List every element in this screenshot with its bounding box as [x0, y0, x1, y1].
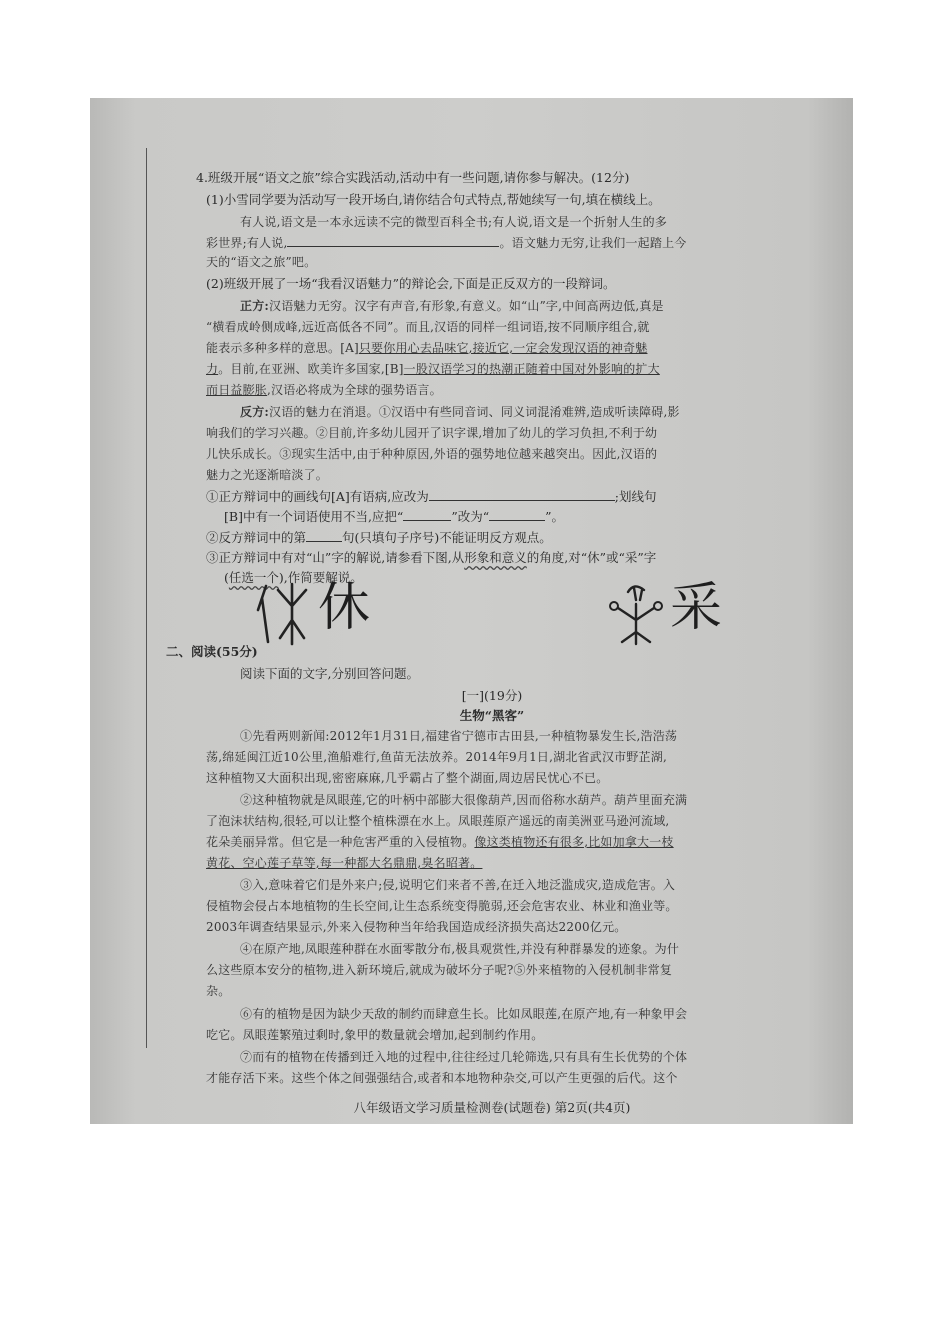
zheng-line5	[206, 382, 442, 398]
fan-line3: 儿快乐成长。③现实生活中,由于种种原因,外语的强势地位越来越突出。因此,汉语的	[206, 447, 658, 461]
fan-text1: 汉语的魅力在消退。①汉语中有些同音词、同义词混淆难辨,造成听读障碍,影	[269, 405, 680, 419]
question-a-line2	[224, 508, 564, 525]
reading-instruction: 阅读下面的文字,分别回答问题。	[240, 666, 419, 681]
question-c-start: ③正方辩词中有对“山”字的解说,请参看下图,从	[206, 550, 465, 565]
zheng-label: 正方:	[240, 299, 270, 313]
zheng-line3	[206, 340, 647, 356]
para6-line1: ⑥有的植物是因为缺少天敌的制约而肆意生长。比如凤眼莲,在原产地,有一种象甲会	[240, 1007, 688, 1021]
question-a2-blank-1[interactable]	[403, 508, 451, 521]
modern-xiu-character: 休	[318, 578, 371, 638]
page-footer: 八年级语文学习质量检测卷(试题卷) 第2页(共4页)	[353, 1100, 631, 1115]
binding-margin-line	[146, 148, 147, 1048]
question-c-line1	[206, 550, 656, 566]
question-a2-end: ”。	[545, 509, 564, 524]
q4-title: 4.班级开展“语文之旅”综合实践活动,活动中有一些问题,请你参与解决。(12分)	[196, 170, 630, 185]
para3-line2: 侵植物会侵占本地植物的生长空间,让生态系统变得脆弱,还会危害农业、林业和渔业等。	[206, 899, 678, 913]
question-a-line1	[206, 488, 656, 505]
question-a-blank[interactable]	[429, 488, 615, 501]
question-b-line	[206, 529, 552, 546]
ancient-cai-glyph	[604, 580, 668, 650]
q4-part1-line2-end: 。语文魅力无穷,让我们一起踏上今	[499, 236, 687, 250]
para2-line3	[206, 834, 674, 850]
para4-line1: ④在原产地,凤眼莲种群在水面零散分布,极具观赏性,并没有种群暴发的迹象。为什	[240, 942, 680, 956]
para2-underlined-sentence: 像这类植物还有很多,比如加拿大一枝	[474, 835, 674, 849]
fan-line2: 响我们的学习兴趣。②目前,许多幼儿园开了识字课,增加了幼儿的学习负担,不利于幼	[206, 426, 658, 440]
para2-line3-start: 花朵美丽异常。但它是一种危害严重的入侵植物。	[206, 835, 475, 849]
question-b-end: 句(只填句子序号)不能证明反方观点。	[342, 530, 552, 545]
reading-part-label: [一](19分)	[461, 688, 523, 703]
question-b-start: ②反方辩词中的第	[206, 530, 307, 545]
zheng-text1: 汉语魅力无穷。汉字有声音,有形象,有意义。如“山”字,中间高两边低,真是	[269, 299, 664, 313]
para2-line4-underlined: 黄花、空心莲子草等,每一种都大名鼎鼎,臭名昭著。	[206, 856, 483, 870]
question-c2-emphasis: 任选一个	[228, 570, 279, 585]
para2-line1: ②这种植物就是凤眼莲,它的叶柄中部膨大很像葫芦,因而俗称水葫芦。葫芦里面充满	[240, 793, 688, 807]
para1-line3: 这种植物又大面积出现,密密麻麻,几乎霸占了整个湖面,周边居民忧心不已。	[206, 771, 609, 785]
reading-article-title: 生物“黑客”	[459, 708, 525, 723]
fan-line4: 魅力之光逐渐暗淡了。	[206, 468, 329, 482]
question-c-end: 的角度,对“休”或“采”字	[526, 550, 657, 565]
question-a2-start: [B]中有一个词语使用不当,应把“	[224, 509, 404, 524]
zheng-line4	[206, 361, 660, 377]
question-c2-end: ),作简要解说。	[278, 570, 363, 585]
question-b-blank[interactable]	[306, 529, 342, 542]
q4-part1-line2-start: 彩世界;有人说,	[206, 236, 288, 250]
question-a-text: ①正方辩词中的画线句[A]有语病,应改为	[206, 489, 429, 504]
question-a2-mid: ”改为“	[451, 509, 490, 524]
para1-line2: 荡,绵延闽江近10公里,渔船难行,鱼苗无法放养。2014年9月1日,湖北省武汉市野芷湖,	[206, 750, 667, 764]
para4-line2: 么这些原本安分的植物,进入新环境后,就成为破坏分子呢?⑤外来植物的入侵机制非常复	[206, 963, 673, 977]
zheng-line5-end: ,汉语必将成为全球的强势语言。	[267, 383, 442, 397]
para3-line1: ③入,意味着它们是外来户;侵,说明它们来者不善,在迁入地泛滥成灾,造成危害。入	[240, 878, 676, 892]
para6-line2: 吃它。凤眼莲繁殖过剩时,象甲的数量就会增加,起到制约作用。	[206, 1028, 544, 1042]
question-c2-open: (	[224, 570, 229, 585]
q4-part1-answer-blank[interactable]	[287, 234, 499, 247]
para7-line1: ⑦而有的植物在传播到迁入地的过程中,往往经过几轮筛选,只有具有生长优势的个体	[240, 1050, 688, 1064]
sentence-a-underlined: 只要你用心去品味它,接近它,一定会发现汉语的神奇魅	[358, 341, 648, 355]
para3-line3: 2003年调查结果显示,外来入侵物种当年给我国造成经济损失高达2200亿元。	[206, 920, 627, 934]
question-a-text-end: ;划线句	[614, 489, 657, 504]
para4-line3: 杂。	[206, 984, 231, 998]
ancient-xiu-glyph	[252, 580, 312, 650]
zheng-line4-mid: 。目前,在亚洲、欧美许多国家,[B]	[218, 362, 404, 376]
sentence-a-underlined-end: 力	[206, 362, 219, 376]
q4-part1-prompt: (1)小雪同学要为活动写一段开场白,请你结合句式特点,帮她续写一句,填在横线上。	[206, 192, 661, 207]
q4-part1-line3: 天的“语文之旅”吧。	[206, 255, 317, 269]
para7-line2: 才能存活下来。这些个体之间强强结合,或者和本地物种杂交,可以产生更强的后代。这个	[206, 1071, 678, 1085]
para1-line1: ①先看两则新闻:2012年1月31日,福建省宁德市古田县,一种植物暴发生长,浩浩荡	[240, 729, 678, 743]
fan-line1	[240, 404, 680, 420]
sentence-b-underlined-end: 而日益膨胀	[206, 383, 268, 397]
modern-cai-character: 采	[670, 578, 723, 638]
sentence-b-underlined: 一股汉语学习的热潮正随着中国对外影响的扩大	[403, 362, 660, 376]
question-a2-blank-2[interactable]	[489, 508, 545, 521]
q4-part1-line1: 有人说,语文是一本永远读不完的微型百科全书;有人说,语文是一个折射人生的多	[240, 215, 668, 229]
zheng-line3-start: 能表示多种多样的意思。[A]	[206, 341, 359, 355]
zheng-line1	[240, 298, 664, 314]
question-c-emphasis: 形象和意义	[464, 550, 527, 565]
zheng-line2: “横看成岭侧成峰,远近高低各不同”。而且,汉语的同样一组词语,按不同顺序组合,就	[206, 320, 650, 334]
para2-line2: 了泡沫状结构,很轻,可以让整个植株漂在水上。凤眼莲原产遥远的南美洲亚马逊河流域,	[206, 814, 670, 828]
fan-label: 反方:	[240, 405, 270, 419]
q4-part2-prompt: (2)班级开展了一场“我看汉语魅力”的辩论会,下面是正反双方的一段辩词。	[206, 276, 616, 291]
q4-part1-line2	[206, 234, 687, 251]
reading-section-heading: 二、阅读(55分)	[166, 644, 258, 659]
